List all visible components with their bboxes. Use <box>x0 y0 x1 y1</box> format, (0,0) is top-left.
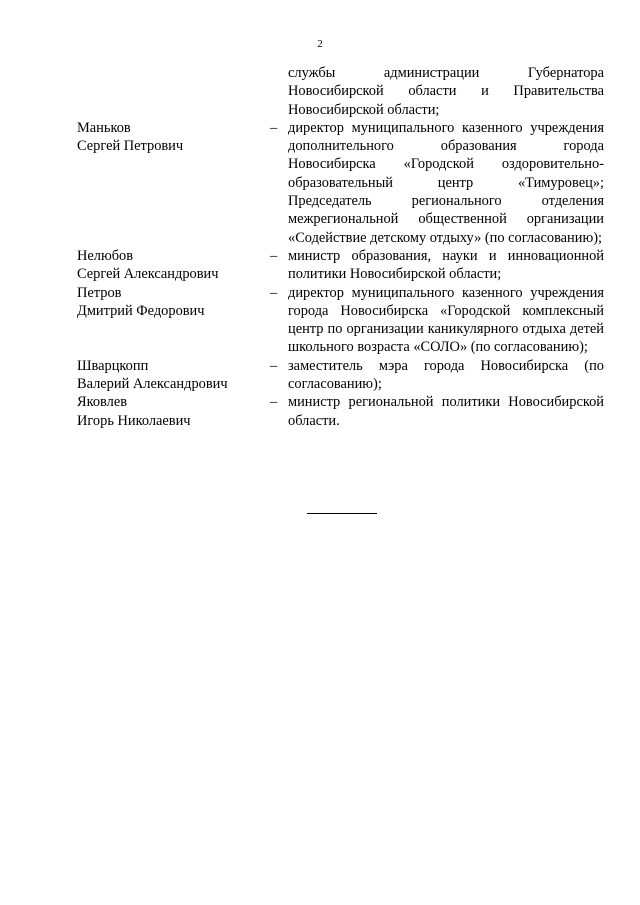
member-name <box>77 247 270 284</box>
member-list <box>77 64 604 430</box>
dash-separator: – <box>270 394 278 411</box>
member-row <box>77 284 604 357</box>
member-row <box>77 247 604 284</box>
member-surname: Шварцкопп <box>77 357 149 374</box>
member-surname: Яковлев <box>77 394 128 411</box>
member-row <box>77 119 604 247</box>
member-given-names: Дмитрий Федорович <box>77 302 205 319</box>
dash-separator: – <box>270 247 278 264</box>
member-surname: Маньков <box>77 119 131 136</box>
member-given-names: Сергей Петрович <box>77 138 184 155</box>
member-description: директор муниципального казенного учреждения дополнительного образования города Новосибирска «Городской оздоровительно-образовательный центр «Тимуровец»; Председатель регионального отделения межрегиональной общественной организации «Содействие детскому отдыху» (по согласованию); <box>288 119 604 246</box>
member-name <box>77 393 270 430</box>
member-description: министр образования, науки и инновационной политики Новосибирской области; <box>288 247 604 283</box>
member-given-names: Игорь Николаевич <box>77 412 191 429</box>
member-given-names: Валерий Александрович <box>77 376 228 393</box>
page-number: 2 <box>317 38 323 50</box>
member-surname: Петров <box>77 284 122 301</box>
member-name <box>77 119 270 156</box>
member-name <box>77 284 270 321</box>
member-row <box>77 393 604 430</box>
end-separator-line <box>307 513 377 514</box>
continuation-row <box>77 64 604 119</box>
dash-separator: – <box>270 357 278 374</box>
member-description: заместитель мэра города Новосибирска (по согласованию); <box>288 357 604 393</box>
member-description: директор муниципального казенного учреждения города Новосибирска «Городской комплексный центр по организации каникулярного отдыха детей школьного возраста «СОЛО» (по согласованию); <box>288 284 604 356</box>
member-row <box>77 357 604 394</box>
member-name <box>77 357 270 394</box>
member-surname: Нелюбов <box>77 247 134 264</box>
dash-separator: – <box>270 284 278 301</box>
member-description: министр региональной политики Новосибирской области. <box>288 394 604 429</box>
member-given-names: Сергей Александрович <box>77 266 219 283</box>
continuation-text: службы администрации Губернатора Новосибирской области и Правительства Новосибирской области; <box>288 65 604 118</box>
dash-separator: – <box>270 119 278 136</box>
